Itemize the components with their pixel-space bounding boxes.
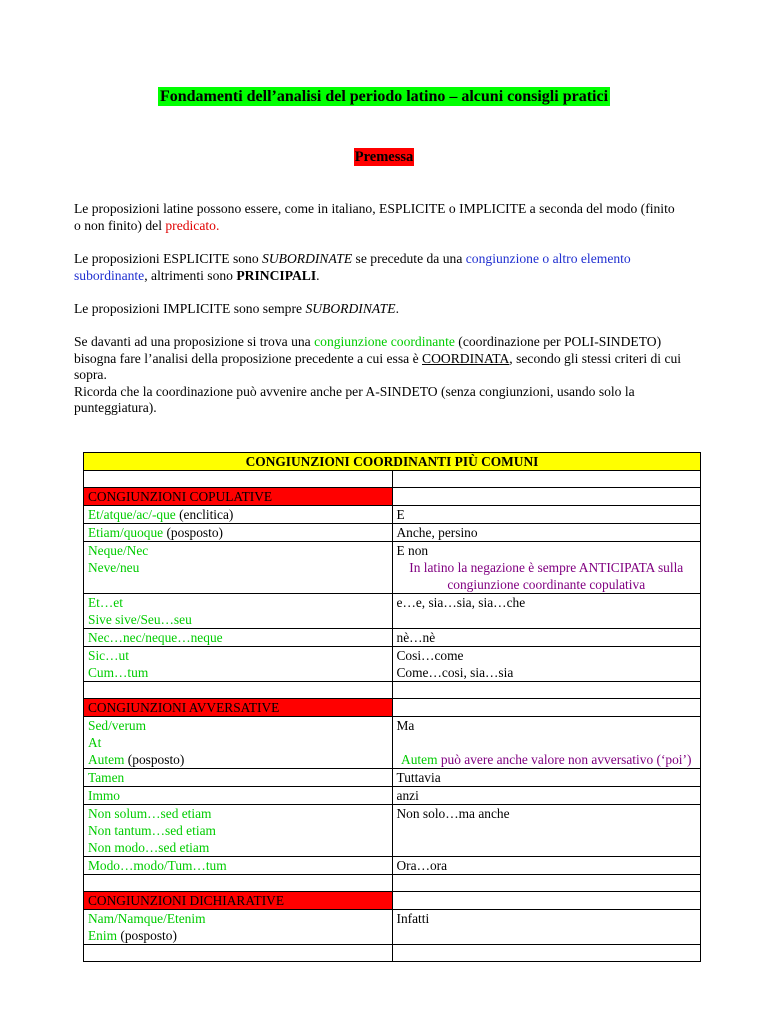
italian-translation: anzi (392, 787, 701, 805)
latin-conjunction: Et…et (88, 595, 123, 610)
paragraph-3-text-c: . (395, 301, 399, 316)
italian-translation: Anche, persino (392, 524, 701, 542)
category-row-copulative (84, 488, 701, 506)
category-copulative: CONGIUNZIONI COPULATIVE (84, 488, 393, 506)
paragraph-4-asindeto: Ricorda che la coordinazione può avvenire anche per A-SINDETO (senza congiunzioni, usando solo la punteggiatura). (74, 383, 635, 415)
category-row-avversative (84, 699, 701, 717)
latin-conjunction: Neque/Nec (88, 543, 149, 558)
table-note: Autem può avere anche valore non avversativo (‘poi’) (401, 752, 692, 767)
latin-conjunction: Sive sive/Seu…seu (88, 612, 192, 627)
paragraph-3-text-a: Le proposizioni IMPLICITE sono sempre (74, 301, 306, 316)
category-avversative: CONGIUNZIONI AVVERSATIVE (84, 699, 393, 717)
italian-translation: E non (396, 543, 429, 558)
italian-translation: Come…cosi, sia…sia (396, 665, 514, 680)
latin-conjunction: Etiam/quoque (88, 525, 164, 540)
paragraph-4-text-a: Se davanti ad una proposizione si trova una (74, 334, 315, 349)
latin-conjunction: Tamen (88, 770, 125, 785)
latin-conjunction: Nec…nec/neque…neque (88, 630, 223, 645)
paragraph-4-text-c: (coordinazione per POLI-SINDETO) bisogna fare l’analisi della proposizione precedente a cui essa è (74, 334, 662, 366)
table-row (84, 647, 701, 682)
italian-translation: e…e, sia…sia, sia…che (392, 594, 701, 629)
italian-translation: Infatti (392, 910, 701, 945)
table-row-empty (84, 471, 701, 488)
latin-conjunction: Immo (88, 788, 120, 803)
italian-translation: Cosi…come (396, 648, 464, 663)
latin-conjunction: At (88, 735, 102, 750)
coordinata-underlined: COORDINATA (422, 350, 510, 366)
italian-translation: Ora…ora (392, 857, 701, 875)
paragraph-2-text-a: Le proposizioni ESPLICITE sono (74, 251, 263, 266)
paragraph-1-text: Le proposizioni latine possono essere, come in italiano, ESPLICITE o IMPLICITE a seconda del modo (finito o non finito) del (74, 201, 675, 233)
paragraph-4 (74, 334, 684, 417)
table-row (84, 857, 701, 875)
subordinate-italic: SUBORDINATE (262, 251, 353, 266)
subordinating-conjunction-highlight: congiunzione o altro elemento subordinante (74, 251, 631, 283)
table-heading: CONGIUNZIONI COORDINANTI PIÙ COMUNI (84, 453, 701, 471)
principali-bold: PRINCIPALI (236, 267, 317, 283)
italian-translation: Tuttavia (392, 769, 701, 787)
table-row-empty (84, 945, 701, 962)
latin-conjunction: Non solum…sed etiam (88, 806, 212, 821)
predicato-highlight: predicato. (165, 217, 220, 233)
latin-conjunction: Nam/Namque/Etenim (88, 911, 206, 926)
table-row (84, 805, 701, 857)
category-dichiarative: CONGIUNZIONI DICHIARATIVE (84, 892, 393, 910)
table-row (84, 594, 701, 629)
table-row (84, 769, 701, 787)
italian-translation: E (392, 506, 701, 524)
italian-translation: Ma (396, 718, 415, 733)
latin-conjunction: Neve/neu (88, 560, 140, 575)
paragraph-4-text-e: , secondo gli stessi criteri di cui sopra. (74, 350, 682, 382)
subordinate-italic-2: SUBORDINATE (305, 301, 396, 316)
paragraph-3 (74, 301, 684, 318)
paragraph-2-text-c: se precedute da una (352, 251, 466, 266)
italian-translation: nè…nè (392, 629, 701, 647)
latin-conjunction: Modo…modo/Tum…tum (88, 858, 227, 873)
latin-conjunction: Sed/verum (88, 718, 147, 733)
table-row: Et/atque/ac/-que (enclitica) E (84, 506, 701, 524)
table-note: In latino la negazione è sempre ANTICIPATA sulla congiunzione coordinante copulativa (409, 560, 684, 592)
coordinating-conjunction-highlight: congiunzione coordinante (314, 334, 455, 349)
latin-conjunction: Non tantum…sed etiam (88, 823, 216, 838)
paragraph-2-text-g: . (316, 267, 320, 283)
page-title: Fondamenti dell’analisi del periodo latino – alcuni consigli pratici (159, 88, 609, 105)
latin-conjunction: Sic…ut (88, 648, 129, 663)
latin-conjunction: Enim (88, 928, 118, 943)
table-row: Nam/Namque/Etenim Enim (posposto) Infatti (84, 910, 701, 945)
table-row-empty (84, 875, 701, 892)
table-row (84, 787, 701, 805)
paragraph-1 (74, 201, 684, 234)
table-row: Sed/verum At Autem (posposto) Ma Autem può avere anche valore non avversativo (‘poi’) (84, 717, 701, 769)
latin-conjunction: Autem (88, 752, 125, 767)
category-row-dichiarative (84, 892, 701, 910)
section-heading-block (0, 149, 768, 166)
table-row (84, 629, 701, 647)
italian-translation: Non solo…ma anche (392, 805, 701, 857)
table-heading-row (84, 453, 701, 471)
table-row-empty (84, 682, 701, 699)
paragraph-2 (74, 251, 684, 284)
table-row: Etiam/quoque (posposto) Anche, persino (84, 524, 701, 542)
paragraph-2-text-e: , altrimenti sono (144, 267, 237, 283)
latin-conjunction: Cum…tum (88, 665, 149, 680)
latin-conjunction: Non modo…sed etiam (88, 840, 210, 855)
section-heading-premessa: Premessa (354, 149, 414, 165)
latin-conjunction: Et/atque/ac/-que (88, 507, 176, 522)
title-block (0, 88, 768, 106)
conjunctions-table (83, 452, 701, 962)
table-row (84, 542, 701, 594)
